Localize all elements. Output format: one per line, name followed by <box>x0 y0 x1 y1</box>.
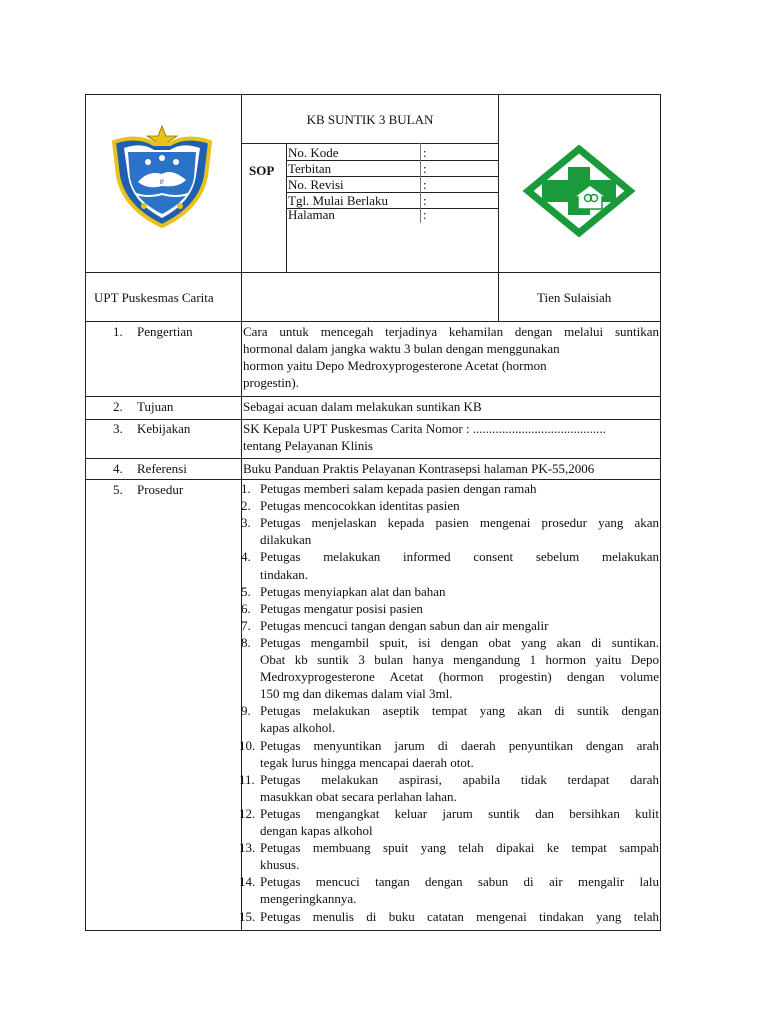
row-label-kebijakan: 3. Kebijakan <box>113 421 191 436</box>
step-number: 9. <box>241 703 251 719</box>
step-number: 5. <box>241 583 251 599</box>
step-text-line: mengeringkannya. <box>260 891 357 907</box>
step-number: 3. <box>241 515 251 531</box>
document-title: KB SUNTIK 3 BULAN <box>306 112 434 127</box>
svg-text:ᥱ: ᥱ <box>160 177 164 186</box>
step-text-line: Petugas mengambil spuit, isi dengan obat yang akan di suntikan. <box>260 634 659 650</box>
signer-name: Tien Sulaisiah <box>537 290 612 305</box>
regional-crest-icon <box>108 122 216 232</box>
puskesmas-cross-icon <box>526 147 632 235</box>
step-number: 14. <box>239 874 256 890</box>
pengertian-line: progestin). <box>243 375 299 390</box>
meta-value-tgl-berlaku: : <box>423 193 427 208</box>
step-number: 8. <box>241 634 251 650</box>
step-number: 12. <box>239 805 256 821</box>
pengertian-line: hormon yaitu Depo Medroxyprogesterone Acetat (hormon <box>243 358 547 373</box>
step-text-line: Petugas mengangkat keluar jarum suntik dan bersihkan kulit <box>260 805 659 821</box>
step-number: 1. <box>241 481 251 496</box>
step-text-line: 150 mg dan dikemas dalam vial 3ml. <box>260 686 453 702</box>
meta-label-halaman: Halaman <box>288 207 335 222</box>
step-text-line: Petugas menulis di buku catatan mengenai tindakan yang telah <box>260 908 659 924</box>
step-text-line: Petugas mencuci tangan dengan sabun di air mengalir lalu <box>260 874 659 890</box>
step-number: 10. <box>239 737 256 753</box>
step-text-line: Obat kb suntik 3 bulan hanya mengandung 1 hormon yaitu Depo <box>260 652 659 667</box>
step-text-line: tegak lurus hingga mencapai daerah otot. <box>260 754 474 770</box>
step-text-line: Petugas menyuntikan jarum di daerah penyuntikan dengan arah <box>260 737 659 753</box>
step-text-line: dilakukan <box>260 532 312 548</box>
meta-label-terbitan: Terbitan <box>288 161 332 176</box>
step-number: 13. <box>239 840 256 856</box>
meta-value-no-revisi: : <box>423 177 427 192</box>
meta-label-no-kode: No. Kode <box>288 145 339 160</box>
step-number: 7. <box>241 617 251 633</box>
step-text-line: Petugas membuang spuit yang telah dipakai ke tempat sampah <box>260 840 659 856</box>
step-text-line: Petugas melakukan aspirasi, apabila tidak terdapat darah <box>260 771 659 787</box>
kebijakan-line-1: SK Kepala UPT Puskesmas Carita Nomor : ......................................... <box>243 421 607 436</box>
step-text-line: Petugas melakukan informed consent sebelum melakukan <box>260 549 659 565</box>
step-text-line: dengan kapas alkohol <box>260 823 373 838</box>
step-text-line: khusus. <box>260 857 300 873</box>
step-number: 6. <box>241 600 251 616</box>
row-label-prosedur: 5. Prosedur <box>113 482 184 497</box>
step-text-line: Petugas melakukan aseptik tempat yang akan di suntik dengan <box>260 703 659 719</box>
pengertian-line: Cara untuk mencegah terjadinya kehamilan dengan melalui suntikan <box>243 324 659 339</box>
step-text-line: kapas alkohol. <box>260 720 336 736</box>
step-text-line: Petugas mengatur posisi pasien <box>260 600 423 616</box>
step-text-line: Petugas menjelaskan kepada pasien mengenai prosedur yang akan <box>260 515 659 531</box>
row-label-tujuan: 2. Tujuan <box>113 399 174 414</box>
organization-name: UPT Puskesmas Carita <box>94 290 214 305</box>
meta-value-halaman: : <box>423 207 427 222</box>
step-text-line: Medroxyprogesterone Acetat (hormon progestin) dengan volume <box>260 669 659 685</box>
step-text-line: Petugas menyiapkan alat dan bahan <box>260 583 446 599</box>
meta-label-tgl-berlaku: Tgl. Mulai Berlaku <box>288 193 389 208</box>
step-text-line: Petugas memberi salam kepada pasien dengan ramah <box>260 481 537 496</box>
step-number: 15. <box>239 908 256 924</box>
tujuan-text: Sebagai acuan dalam melakukan suntikan KB <box>243 399 482 414</box>
sop-label: SOP <box>249 163 275 178</box>
row-label-pengertian: 1. Pengertian <box>113 324 193 339</box>
meta-value-terbitan: : <box>423 161 427 176</box>
step-number: 4. <box>241 549 251 565</box>
pengertian-line: hormonal dalam jangka waktu 3 bulan dengan menggunakan <box>243 341 560 356</box>
procedure-steps <box>241 480 659 930</box>
meta-label-no-revisi: No. Revisi <box>288 177 344 192</box>
meta-value-no-kode: : <box>423 145 427 160</box>
step-text-line: tindakan. <box>260 566 309 582</box>
kebijakan-line-2: tentang Pelayanan Klinis <box>243 438 373 453</box>
step-text-line: Petugas mencocokkan identitas pasien <box>260 498 460 514</box>
step-text-line: masukkan obat secara perlahan lahan. <box>260 788 457 804</box>
step-number: 2. <box>241 498 251 514</box>
referensi-text: Buku Panduan Praktis Pelayanan Kontrasepsi halaman PK-55,2006 <box>243 461 595 476</box>
row-label-referensi: 4. Referensi <box>113 461 187 476</box>
step-text-line: Petugas mencuci tangan dengan sabun dan air mengalir <box>260 617 549 633</box>
step-number: 11. <box>239 771 255 787</box>
